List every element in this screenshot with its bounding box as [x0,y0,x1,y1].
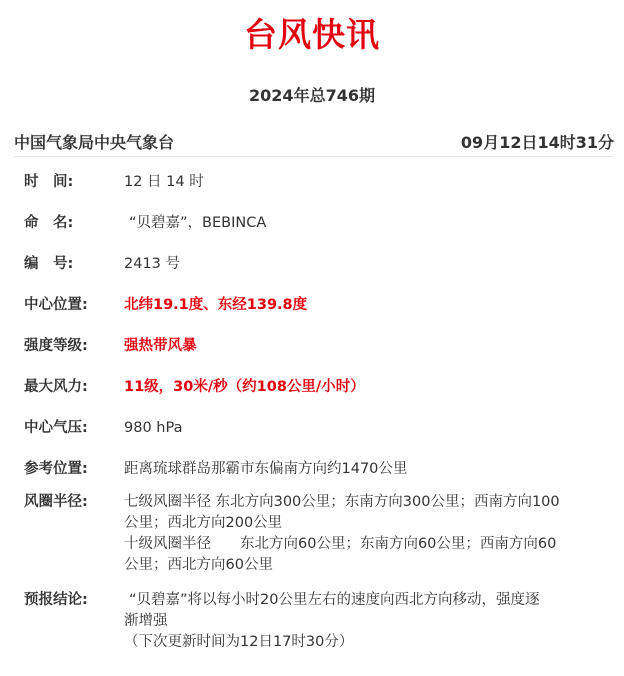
field-value: 11级，30米/秒（约108公里/小时） [124,379,365,395]
field-value: 980 hPa [124,420,183,436]
field-label: 时 间: [24,174,74,190]
field-label: 最大风力: [24,379,88,395]
typhoon-info-fields [24,172,614,653]
forecast-line: 渐增强 [124,613,168,629]
field-wind-radius [24,492,614,576]
meta-row [14,128,614,154]
field-time [24,172,614,193]
field-reference-position [24,459,614,480]
field-label: 强度等级: [24,338,88,354]
field-name [24,213,614,234]
forecast-update-note: （下次更新时间为12日17时30分） [124,634,354,650]
forecast-line: “贝碧嘉”将以每小时20公里左右的速度向西北方向移动，强度逐 [129,592,540,608]
field-center-position [24,295,614,316]
field-value: 12 日 14 时 [124,174,204,190]
field-value: “贝碧嘉”，BEBINCA [129,215,267,231]
field-label: 中心位置: [24,297,88,313]
agency-name: 中国气象局中央气象台 [14,132,175,152]
issue-timestamp: 09月12日14时31分 [460,132,614,152]
field-label: 预报结论: [24,592,88,608]
field-label: 参考位置: [24,461,88,477]
field-label: 命 名: [24,215,74,231]
wind-radius-line: 公里；西北方向60公里 [124,557,273,573]
field-label: 编 号: [24,256,74,272]
issue-number: 2024年总746期 [249,86,375,105]
field-number [24,254,614,275]
header-divider [14,156,614,157]
field-value: 2413 号 [124,256,181,272]
field-center-pressure [24,418,614,439]
page-title: 台风快讯 [244,15,380,54]
field-label: 风圈半径: [24,494,88,510]
field-forecast [24,590,614,653]
field-value [124,590,614,653]
field-max-wind [24,377,614,398]
field-value: 强热带风暴 [124,338,197,354]
wind-radius-line: 公里；西北方向200公里 [124,515,283,531]
field-value [124,492,614,576]
field-intensity-level [24,336,614,357]
field-value: 距离琉球群岛那霸市东偏南方向约1470公里 [124,461,408,477]
wind-radius-line: 十级风圈半径 东北方向60公里；东南方向60公里；西南方向60 [124,536,557,552]
field-label: 中心气压: [24,420,88,436]
wind-radius-line: 七级风圈半径 东北方向300公里；东南方向300公里；西南方向100 [124,494,560,510]
field-value: 北纬19.1度、东经139.8度 [124,297,308,313]
